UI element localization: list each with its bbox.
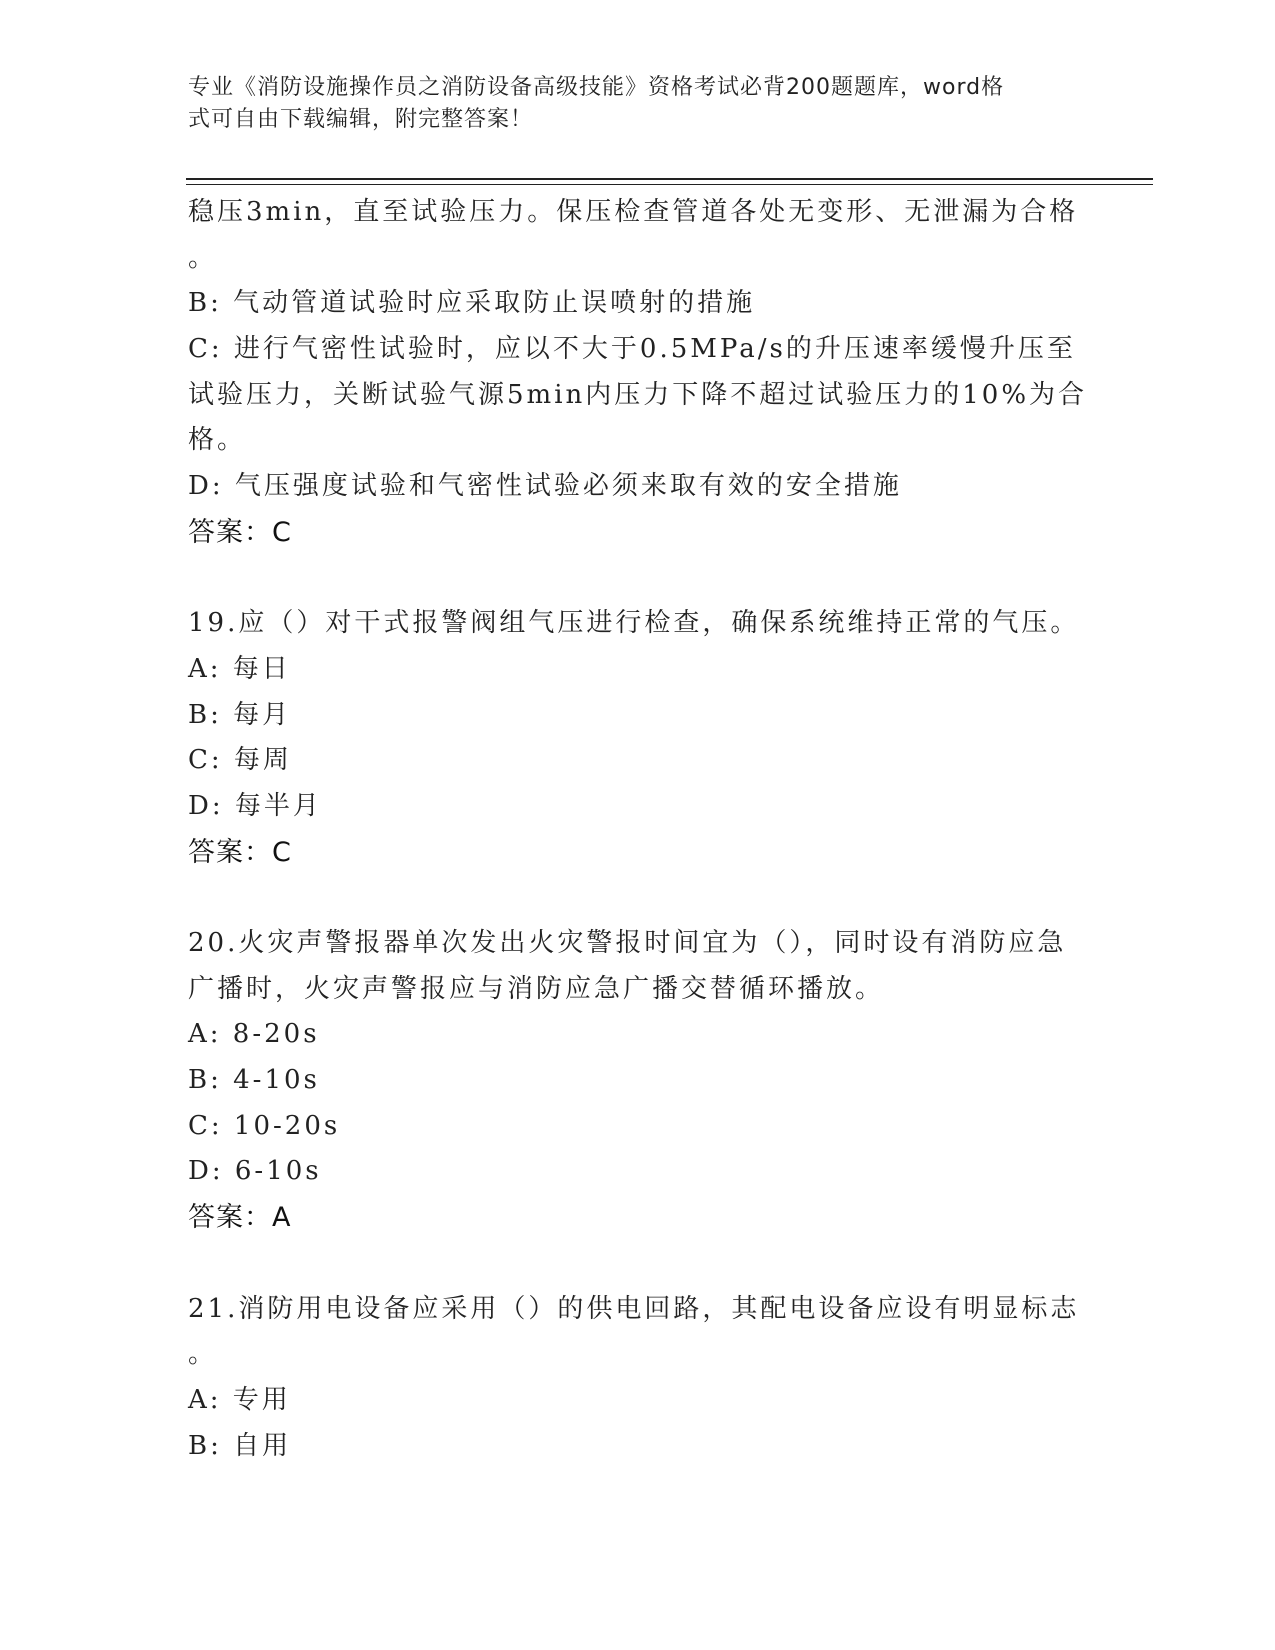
q20-stem-line-1: 20.火灾声警报器单次发出火灾警报时间宜为（），同时设有消防应急 bbox=[188, 928, 1067, 958]
q18-text-line-2: 。 bbox=[188, 242, 218, 273]
q18-option-c-line-2: 试验压力，关断试验气源5min内压力下降不超过试验压力的10%为合 bbox=[188, 379, 1088, 410]
spacer bbox=[188, 556, 1088, 602]
q19-option-a: A: 每日 bbox=[188, 653, 291, 684]
document-header bbox=[188, 72, 1068, 136]
q20-option-b: B: 4-10s bbox=[188, 1065, 320, 1096]
q20-option-d: D: 6-10s bbox=[188, 1156, 322, 1187]
q19-stem: 19.应（）对干式报警阀组气压进行检查，确保系统维持正常的气压。 bbox=[188, 608, 1080, 639]
question-21 bbox=[188, 1287, 1088, 1470]
q21-stem-line-1: 21.消防用电设备应采用（）的供电回路，其配电设备应设有明显标志 bbox=[188, 1293, 1080, 1324]
q18-option-b: B: 气动管道试验时应采取防止误喷射的措施 bbox=[188, 288, 756, 319]
question-18-tail bbox=[188, 190, 1088, 556]
q21-option-b: B: 自用 bbox=[188, 1430, 292, 1461]
header-line-2: 式可自由下载编辑，附完整答案！ bbox=[188, 107, 534, 132]
q20-stem-line-2: 广播时，火灾声警报应与消防应急广播交替循环播放。 bbox=[188, 973, 885, 1004]
q18-answer: 答案：C bbox=[188, 516, 292, 548]
header-divider-thick bbox=[186, 178, 1153, 180]
header-line-1: 专业《消防设施操作员之消防设备高级技能》资格考试必背200题题库，word格 bbox=[188, 75, 1005, 100]
q19-option-b: B: 每月 bbox=[188, 699, 292, 730]
spacer bbox=[188, 875, 1088, 921]
question-20 bbox=[188, 921, 1088, 1241]
header-divider-thin bbox=[186, 184, 1153, 185]
q18-option-c-line-1: C: 进行气密性试验时，应以不大于0.5MPa/s的升压速率缓慢升压至 bbox=[188, 334, 1076, 365]
question-19 bbox=[188, 601, 1088, 875]
spacer bbox=[188, 1241, 1088, 1287]
q19-option-c: C: 每周 bbox=[188, 745, 292, 776]
question-content bbox=[188, 190, 1088, 1469]
q18-option-d: D: 气压强度试验和气密性试验必须来取有效的安全措施 bbox=[188, 471, 902, 502]
q20-answer: 答案：A bbox=[188, 1202, 292, 1234]
q21-option-a: A: 专用 bbox=[188, 1384, 291, 1415]
q21-stem-line-2: 。 bbox=[188, 1339, 218, 1370]
q20-option-c: C: 10-20s bbox=[188, 1110, 341, 1141]
q18-text-line-1: 稳压3min，直至试验压力。保压检查管道各处无变形、无泄漏为合格 bbox=[188, 197, 1079, 227]
q20-option-a: A: 8-20s bbox=[188, 1019, 320, 1050]
q19-answer: 答案：C bbox=[188, 836, 292, 868]
q19-option-d: D: 每半月 bbox=[188, 790, 322, 821]
q18-option-c-line-3: 格。 bbox=[188, 425, 247, 456]
